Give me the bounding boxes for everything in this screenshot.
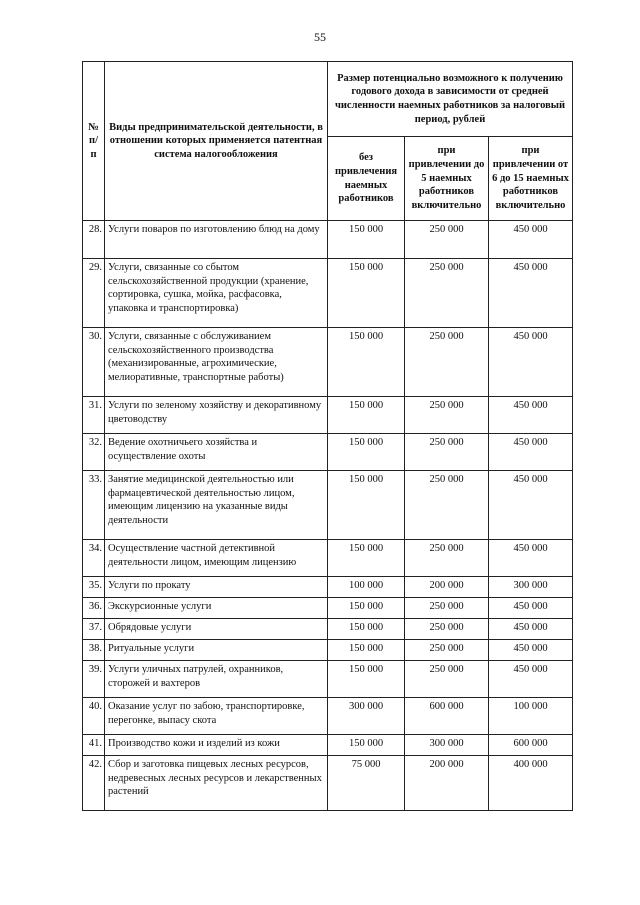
row-income-upto5: 300 000 (405, 735, 489, 756)
row-income-none: 150 000 (328, 397, 405, 434)
table-body (83, 221, 573, 811)
row-income-none: 150 000 (328, 471, 405, 540)
row-num: 34. (83, 540, 105, 577)
header-col-none: без привлечения наемных работников (328, 137, 405, 221)
row-income-none: 150 000 (328, 328, 405, 397)
row-income-upto5: 250 000 (405, 434, 489, 471)
table-row (83, 328, 573, 397)
row-activity-name: Услуги по прокату (105, 577, 328, 598)
row-num: 33. (83, 471, 105, 540)
row-num: 35. (83, 577, 105, 598)
table-row (83, 661, 573, 698)
row-income-none: 150 000 (328, 661, 405, 698)
row-income-upto5: 250 000 (405, 619, 489, 640)
table-row (83, 540, 573, 577)
row-income-none: 150 000 (328, 735, 405, 756)
row-activity-name: Услуги поваров по изготовлению блюд на дому (105, 221, 328, 259)
row-activity-name: Ведение охотничьего хозяйства и осуществление охоты (105, 434, 328, 471)
row-income-upto5: 250 000 (405, 259, 489, 328)
row-income-none: 150 000 (328, 221, 405, 259)
page-number: 55 (314, 30, 326, 44)
row-income-6to15: 100 000 (489, 698, 573, 735)
header-col-6to15: при привлечении от 6 до 15 наемных работников включительно (489, 137, 573, 221)
row-income-none: 300 000 (328, 698, 405, 735)
row-income-6to15: 450 000 (489, 259, 573, 328)
header-col-upto5: при привлечении до 5 наемных работников включительно (405, 137, 489, 221)
row-income-none: 150 000 (328, 540, 405, 577)
table-row (83, 735, 573, 756)
row-income-6to15: 450 000 (489, 397, 573, 434)
row-income-6to15: 450 000 (489, 661, 573, 698)
row-income-upto5: 250 000 (405, 540, 489, 577)
row-activity-name: Ритуальные услуги (105, 640, 328, 661)
row-activity-name: Сбор и заготовка пищевых лесных ресурсов, недревесных лесных ресурсов и лекарственных растений (105, 756, 328, 811)
row-income-6to15: 450 000 (489, 640, 573, 661)
row-activity-name: Оказание услуг по забою, транспортировке, перегонке, выпасу скота (105, 698, 328, 735)
row-income-upto5: 250 000 (405, 221, 489, 259)
row-activity-name: Занятие медицинской деятельностью или фармацевтической деятельностью лицом, имеющим лицензию на указанные виды деятельности (105, 471, 328, 540)
row-num: 30. (83, 328, 105, 397)
row-activity-name: Услуги уличных патрулей, охранников, сторожей и вахтеров (105, 661, 328, 698)
row-num: 36. (83, 598, 105, 619)
row-num: 42. (83, 756, 105, 811)
row-num: 40. (83, 698, 105, 735)
row-income-upto5: 200 000 (405, 756, 489, 811)
row-income-6to15: 450 000 (489, 598, 573, 619)
table-row (83, 619, 573, 640)
row-income-upto5: 250 000 (405, 640, 489, 661)
row-income-none: 150 000 (328, 640, 405, 661)
header-num: № п/п (83, 62, 105, 221)
row-income-upto5: 250 000 (405, 397, 489, 434)
row-num: 37. (83, 619, 105, 640)
row-income-upto5: 250 000 (405, 661, 489, 698)
table-row (83, 756, 573, 811)
row-activity-name: Осуществление частной детективной деятельности лицом, имеющим лицензию (105, 540, 328, 577)
row-income-upto5: 600 000 (405, 698, 489, 735)
row-activity-name: Услуги, связанные со сбытом сельскохозяйственной продукции (хранение, сортировка, сушка, мойка, расфасовка, упаковка и транспортировка) (105, 259, 328, 328)
row-income-upto5: 250 000 (405, 471, 489, 540)
row-income-6to15: 400 000 (489, 756, 573, 811)
row-income-none: 150 000 (328, 434, 405, 471)
row-num: 29. (83, 259, 105, 328)
table-row (83, 221, 573, 259)
row-activity-name: Экскурсионные услуги (105, 598, 328, 619)
row-income-none: 150 000 (328, 598, 405, 619)
row-num: 32. (83, 434, 105, 471)
header-income-group: Размер потенциально возможного к получению годового дохода в зависимости от средней численности наемных работников за налоговый период, рублей (328, 62, 573, 137)
row-income-none: 75 000 (328, 756, 405, 811)
header-activity: Виды предпринимательской деятельности, в отношении которых применяется патентная система налогообложения (105, 62, 328, 221)
table-row (83, 434, 573, 471)
table-row (83, 259, 573, 328)
row-income-6to15: 450 000 (489, 434, 573, 471)
row-activity-name: Производство кожи и изделий из кожи (105, 735, 328, 756)
patent-income-table (82, 61, 573, 811)
row-income-6to15: 450 000 (489, 619, 573, 640)
row-income-6to15: 450 000 (489, 328, 573, 397)
row-income-6to15: 450 000 (489, 471, 573, 540)
row-activity-name: Услуги по зеленому хозяйству и декоративному цветоводству (105, 397, 328, 434)
row-income-upto5: 250 000 (405, 328, 489, 397)
row-income-none: 150 000 (328, 619, 405, 640)
row-num: 31. (83, 397, 105, 434)
table-row (83, 577, 573, 598)
row-income-6to15: 450 000 (489, 540, 573, 577)
row-num: 28. (83, 221, 105, 259)
row-num: 38. (83, 640, 105, 661)
table-row (83, 640, 573, 661)
row-income-6to15: 300 000 (489, 577, 573, 598)
row-income-6to15: 600 000 (489, 735, 573, 756)
row-income-none: 150 000 (328, 259, 405, 328)
table-row (83, 698, 573, 735)
row-num: 41. (83, 735, 105, 756)
row-income-none: 100 000 (328, 577, 405, 598)
row-income-upto5: 200 000 (405, 577, 489, 598)
table-row (83, 471, 573, 540)
row-income-upto5: 250 000 (405, 598, 489, 619)
row-activity-name: Услуги, связанные с обслуживанием сельскохозяйственного производства (механизированные, агрохимические, мелиоративные, транспортные работы) (105, 328, 328, 397)
table-row (83, 598, 573, 619)
row-income-6to15: 450 000 (489, 221, 573, 259)
row-activity-name: Обрядовые услуги (105, 619, 328, 640)
table-row (83, 397, 573, 434)
row-num: 39. (83, 661, 105, 698)
